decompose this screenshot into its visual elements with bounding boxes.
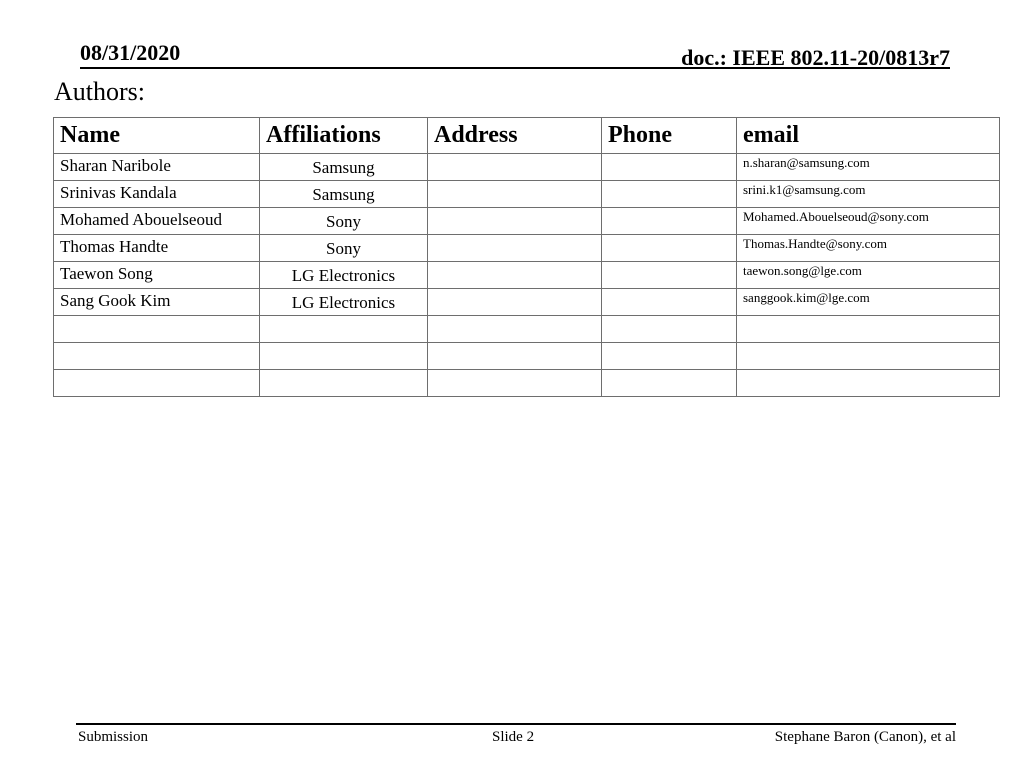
cell-phone <box>602 208 737 235</box>
header-doc-id: doc.: IEEE 802.11-20/0813r7 <box>681 45 950 70</box>
cell-email: srini.k1@samsung.com <box>737 181 1000 208</box>
cell-address <box>428 370 602 397</box>
column-header-name: Name <box>54 118 260 154</box>
cell-address <box>428 289 602 316</box>
cell-phone <box>602 289 737 316</box>
cell-name <box>54 370 260 397</box>
footer-submission: Submission <box>78 729 149 745</box>
column-header-email: email <box>737 118 1000 154</box>
cell-phone <box>602 181 737 208</box>
cell-affiliation <box>260 181 428 208</box>
cell-address <box>428 316 602 343</box>
table-row <box>54 262 1000 289</box>
cell-name <box>54 316 260 343</box>
cell-email: n.sharan@samsung.com <box>737 154 1000 181</box>
cell-name: Thomas Handte <box>54 235 260 262</box>
cell-name: Mohamed Abouelseoud <box>54 208 260 235</box>
cell-address <box>428 262 602 289</box>
header-divider <box>80 67 950 69</box>
cell-affiliation <box>260 154 428 181</box>
footer-author: Stephane Baron (Canon), et al <box>774 729 956 745</box>
column-header-address: Address <box>428 118 602 154</box>
column-header-affiliations: Affiliations <box>260 118 428 154</box>
cell-affiliation <box>260 208 428 235</box>
authors-table-body <box>54 154 1000 397</box>
cell-name: Srinivas Kandala <box>54 181 260 208</box>
footer-divider <box>76 723 956 725</box>
cell-affiliation-text: Samsung <box>312 185 375 204</box>
cell-phone <box>602 343 737 370</box>
cell-email <box>737 370 1000 397</box>
table-row <box>54 235 1000 262</box>
cell-affiliation-text: LG Electronics <box>291 266 396 285</box>
table-row <box>54 343 1000 370</box>
table-row <box>54 316 1000 343</box>
cell-email <box>737 343 1000 370</box>
authors-table <box>53 117 1000 397</box>
cell-name: Taewon Song <box>54 262 260 289</box>
cell-phone <box>602 235 737 262</box>
cell-name: Sharan Naribole <box>54 154 260 181</box>
cell-phone <box>602 316 737 343</box>
cell-name: Sang Gook Kim <box>54 289 260 316</box>
slide-title: Authors: <box>54 77 145 106</box>
footer-slide-number: Slide 2 <box>492 729 535 745</box>
table-row <box>54 208 1000 235</box>
cell-affiliation-text: Samsung <box>312 158 375 177</box>
cell-affiliation-text: Sony <box>326 239 361 258</box>
cell-affiliation <box>260 289 428 316</box>
cell-affiliation-text: Sony <box>326 212 361 231</box>
header-date: 08/31/2020 <box>80 40 181 65</box>
table-row <box>54 370 1000 397</box>
cell-phone <box>602 262 737 289</box>
table-row <box>54 181 1000 208</box>
cell-email <box>737 316 1000 343</box>
cell-address <box>428 235 602 262</box>
cell-email: taewon.song@lge.com <box>737 262 1000 289</box>
cell-name <box>54 343 260 370</box>
column-header-phone: Phone <box>602 118 737 154</box>
cell-email: Thomas.Handte@sony.com <box>737 235 1000 262</box>
cell-email: Mohamed.Abouelseoud@sony.com <box>737 208 1000 235</box>
cell-affiliation <box>260 370 428 397</box>
cell-address <box>428 343 602 370</box>
cell-address <box>428 181 602 208</box>
cell-affiliation <box>260 316 428 343</box>
cell-affiliation-text: LG Electronics <box>291 293 396 312</box>
cell-affiliation <box>260 235 428 262</box>
cell-affiliation <box>260 262 428 289</box>
cell-phone <box>602 370 737 397</box>
cell-address <box>428 208 602 235</box>
cell-affiliation <box>260 343 428 370</box>
cell-address <box>428 154 602 181</box>
cell-phone <box>602 154 737 181</box>
table-row <box>54 154 1000 181</box>
table-row <box>54 289 1000 316</box>
table-header-row <box>54 118 1000 154</box>
cell-email: sanggook.kim@lge.com <box>737 289 1000 316</box>
